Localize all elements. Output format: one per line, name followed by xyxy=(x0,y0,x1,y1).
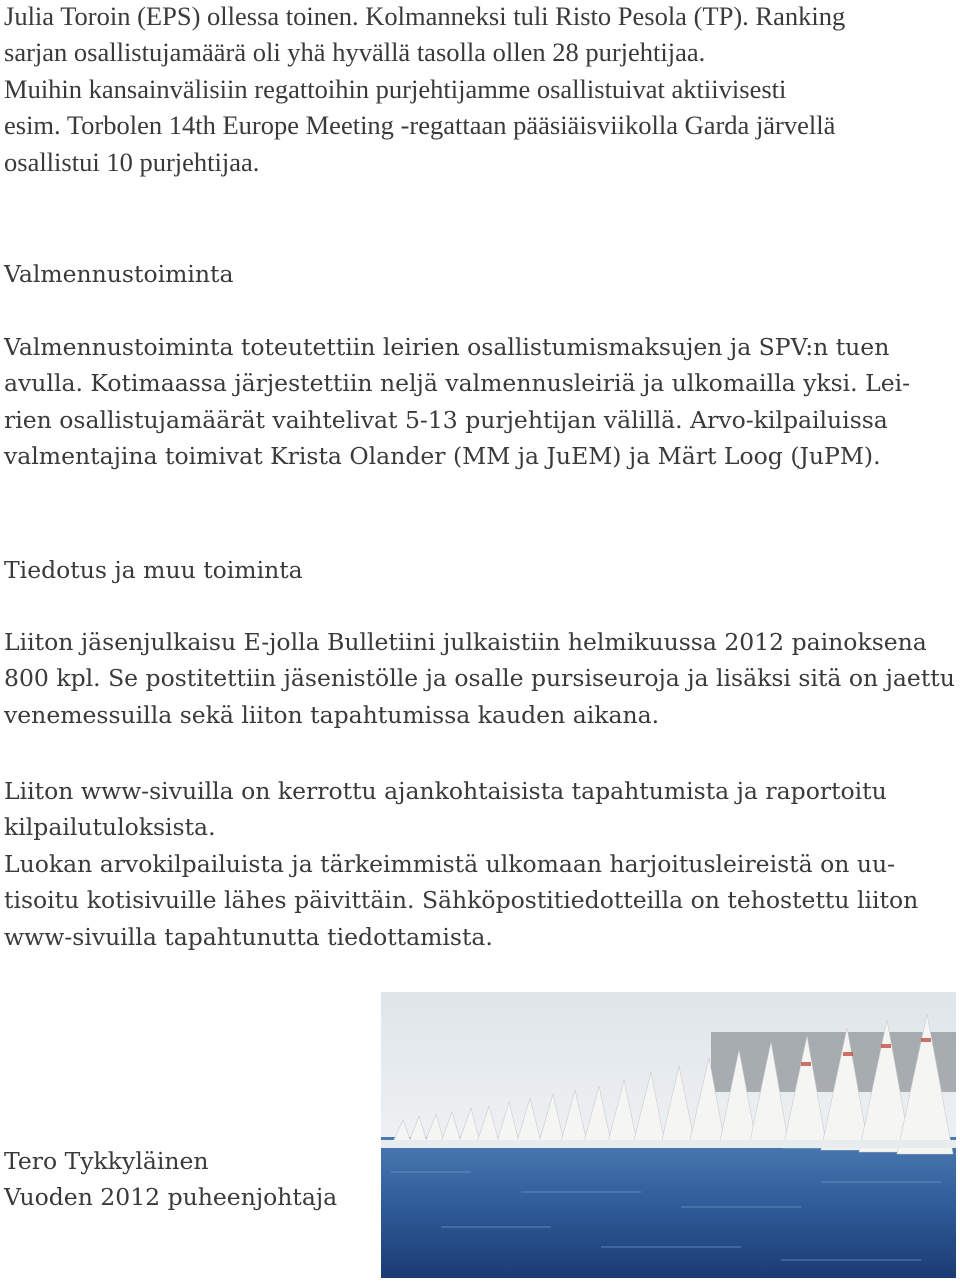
signature-name: Tero Tykkyläinen xyxy=(4,1147,209,1175)
section-heading-info: Tiedotus ja muu toiminta xyxy=(4,556,303,584)
info-paragraph-1: Liiton jäsenjulkaisu E-jolla Bulletiini julkaistiin helmikuussa 2012 painoksena 800 kpl. Se postitettiin jäsenistölle ja osalle pursiseuroja ja lisäksi sitä on jaettu venemessuilla sekä liiton tapahtumissa kauden aikana. xyxy=(4,628,955,729)
coaching-paragraph: Valmennustoiminta toteutettiin leirien osallistumismaksujen ja SPV:n tuen avulla. Kotimaassa järjestettiin neljä valmennusleiriä ja ulkomailla yksi. Lei- rien osallistujamäärät vaihtelivat 5-13 purjehtijan välillä. Arvo-kilpailuissa valmentajina toimivat Krista Olander (MM ja JuEM) ja Märt Loog (JuPM). xyxy=(4,333,911,471)
regatta-image xyxy=(381,992,956,1278)
signature-title: Vuoden 2012 puheenjohtaja xyxy=(4,1183,338,1212)
signature-block xyxy=(4,1143,337,1216)
section-heading-coaching: Valmennustoiminta xyxy=(4,260,234,288)
water xyxy=(381,1137,956,1278)
hulls xyxy=(381,1140,956,1148)
info-paragraph-2: Liiton www-sivuilla on kerrottu ajankohtaisista tapahtumista ja raportoitu kilpailutuloksista. Luokan arvokilpailuista ja tärkeimmistä ulkomaan harjoitusleireistä on uu- tisoitu kotisivuille lähes päivittäin. Sähköpostitiedotteilla on tehostettu liiton www-sivuilla tapahtunutta tiedottamista. xyxy=(4,777,919,951)
sailing-regatta-photo xyxy=(381,992,956,1278)
intro-paragraph: Julia Toroin (EPS) ollessa toinen. Kolmanneksi tuli Risto Pesola (TP). Ranking sarjan osallistujamäärä oli yhä hyvällä tasolla ollen 28 purjehtijaa. Muihin kansainvälisiin regattoihin purjehtijamme osallistuivat aktiivisesti esim. Torbolen 14th Europe Meeting -regattaan pääsiäisviikolla Garda järvellä osallistui 10 purjehtijaa. xyxy=(4,1,846,177)
